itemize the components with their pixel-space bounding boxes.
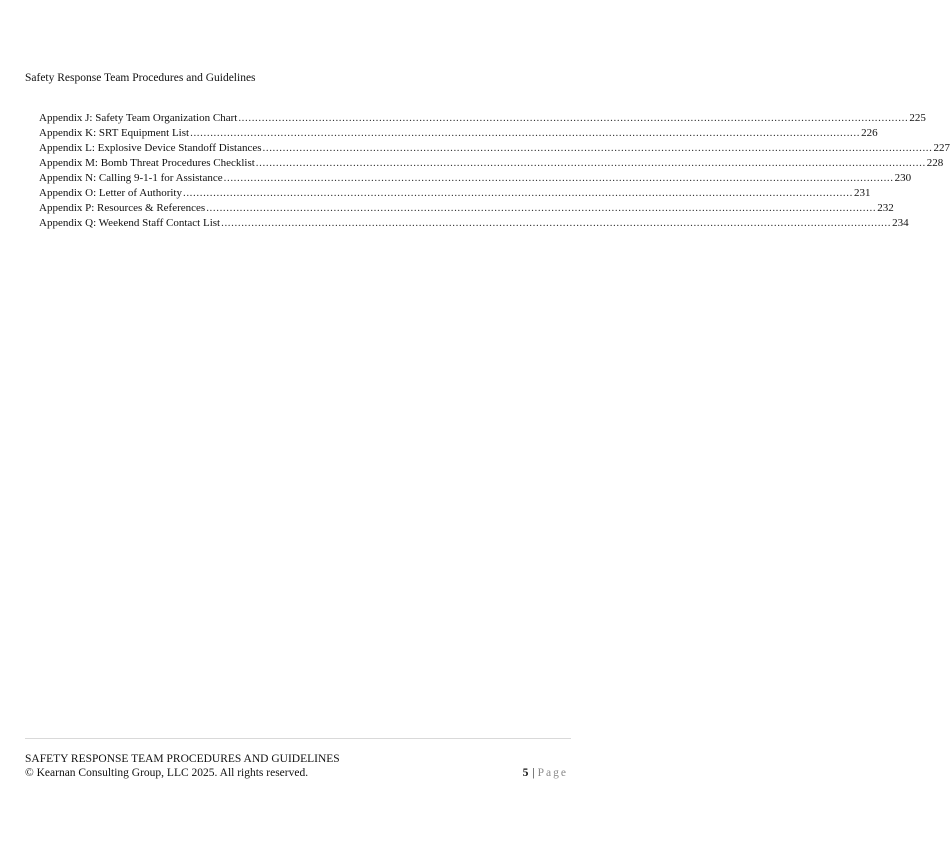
toc-entry-label: Appendix J: Safety Team Organization Chart [39, 112, 238, 124]
toc-entry-label: Appendix Q: Weekend Staff Contact List [39, 217, 221, 229]
page-separator: | [532, 767, 535, 779]
page-label: Page [537, 767, 568, 779]
toc-entry [39, 111, 926, 126]
running-header: Safety Response Team Procedures and Guidelines [25, 72, 256, 84]
toc-entry-page: 226 [861, 127, 878, 139]
toc-dot-leader: ........................................................................................................................................................................................................ [238, 112, 909, 124]
toc-dot-leader: ........................................................................................................................................................................................................ [262, 142, 933, 154]
toc-entry [39, 126, 878, 141]
footer-divider [25, 738, 571, 739]
toc-entry-label: Appendix L: Explosive Device Standoff Distances [39, 142, 262, 154]
toc-entry-label: Appendix O: Letter of Authority [39, 187, 182, 199]
toc-entry-label: Appendix M: Bomb Threat Procedures Checklist [39, 157, 255, 169]
toc-entry-page: 232 [877, 202, 894, 214]
toc-entry-label: Appendix P: Resources & References [39, 202, 206, 214]
toc-entry-page: 230 [894, 172, 912, 184]
toc-dot-leader: ........................................................................................................................................................................................................ [255, 157, 926, 169]
toc-entry-page: 231 [853, 187, 871, 199]
toc-dot-leader: ........................................................................................................................................................................................................ [190, 127, 861, 139]
toc-dot-leader: ........................................................................................................................................................................................................ [223, 172, 894, 184]
page-number: 5 [522, 767, 529, 779]
footer-copyright: © Kearnan Consulting Group, LLC 2025. All rights reserved. [25, 767, 309, 779]
footer-title: SAFETY RESPONSE TEAM PROCEDURES AND GUIDELINES [25, 753, 340, 765]
toc-entry-page: 228 [926, 157, 944, 169]
toc-entry [39, 171, 912, 186]
toc-entry-page: 234 [892, 217, 909, 229]
toc-entry [39, 201, 894, 216]
toc-entry [39, 141, 950, 156]
toc-entry [39, 216, 909, 231]
toc-entry [39, 186, 871, 201]
toc-dot-leader: ........................................................................................................................................................................................................ [221, 217, 892, 229]
table-of-contents [39, 111, 950, 231]
toc-entry-label: Appendix K: SRT Equipment List [39, 127, 190, 139]
toc-entry-page: 225 [909, 112, 926, 124]
toc-entry-label: Appendix N: Calling 9-1-1 for Assistance [39, 172, 223, 184]
page-indicator [523, 766, 568, 780]
toc-dot-leader: ........................................................................................................................................................................................................ [206, 202, 877, 214]
toc-entry-page: 227 [933, 142, 950, 154]
toc-entry [39, 156, 944, 171]
toc-dot-leader: ........................................................................................................................................................................................................ [182, 187, 853, 199]
